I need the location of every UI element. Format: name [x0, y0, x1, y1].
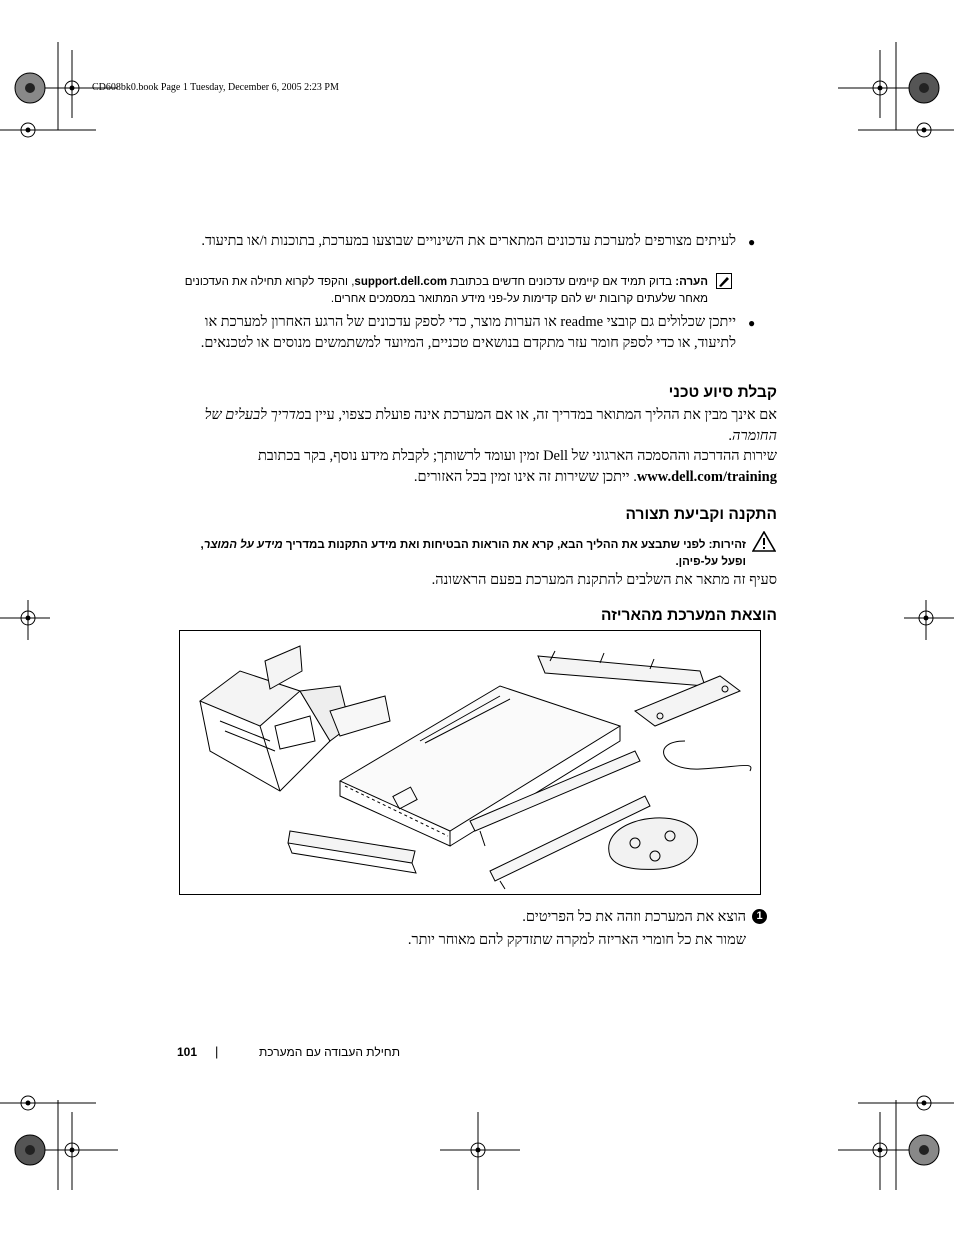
tech-paragraph-1: אם אינך מבין את ההליך המתואר במדריך זה, או אם המערכת אינה פועלת כצפוי, עיין במדריך לבעלים של החומרה.	[204, 407, 777, 444]
registration-target	[909, 73, 939, 103]
step-text: הוצא את המערכת וזהה את כל הפריטים.	[522, 909, 746, 925]
registration-target	[15, 1135, 45, 1165]
cable-drawing	[664, 741, 751, 771]
registration-target	[15, 73, 45, 103]
bullet-item	[180, 231, 736, 252]
training-link[interactable]: www.dell.com/training	[636, 469, 777, 485]
footer-separator: |	[215, 1044, 219, 1059]
note-label: הערה:	[675, 276, 708, 288]
warning-label: זהירות:	[708, 539, 746, 551]
section-heading-unpack: הוצאת המערכת מהאריזה	[601, 607, 777, 624]
unpacking-illustration	[179, 630, 761, 895]
bullet-dot: ●	[748, 316, 756, 330]
warning-block: זהירות: לפני שתבצע את ההליך הבא, קרא את הוראות הבטיחות ואת מידע התקנות במדריך מידע על המוצר, ופעל על-פיהן.	[200, 539, 746, 568]
tech-paragraph-2: שירות ההדרכה וההסמכה הארגוני של Dell זמין ועומד לרשותך; לקבלת מידע נוסף, בקר בכתובת www.dell.com/training. ייתכן ששירות זה אינו זמין בכל האזורים.	[257, 448, 777, 485]
step-subtext: שמור את כל חומרי האריזה למקרה שתזדקק להם מאוחר יותר.	[407, 932, 746, 948]
cushion-drawing	[609, 818, 698, 870]
warning-triangle-icon	[752, 531, 776, 557]
print-header: CD608bk0.book Page 1 Tuesday, December 6, 2005 2:23 PM	[92, 82, 339, 93]
note-text-after: , והקפד לקרוא תחילה את העדכונים מאחר שלעתים קרובות יש להם קדימות על-פני מידע המתואר במסמכים אחרים.	[184, 276, 708, 305]
note-icon	[716, 273, 732, 289]
bullet-dot: ●	[748, 235, 756, 249]
note-block	[180, 274, 708, 308]
footer-title: תחילת העבודה עם המערכת	[259, 1045, 400, 1059]
step-number-badge: 1	[752, 909, 767, 924]
bullet-text: ייתכן שכלולים גם קובצי readme או הערות מוצר, כדי לספק עדכונים של הרגע האחרון למערכת או לתיעוד, או כדי לספק חומר עזר מתקדם בנושאים טכניים, המיועד למשתמשים מנוסים או לטכנאים.	[200, 314, 736, 351]
manual-title: מדריך לבעלים של החומרה	[204, 407, 777, 444]
section-heading-install: התקנה וקביעת תצורה	[625, 506, 777, 523]
front-bezel-drawing	[288, 831, 416, 873]
install-paragraph: סעיף זה מתאר את השלבים להתקנת המערכת בפעם הראשונה.	[431, 572, 777, 588]
note-link[interactable]: support.dell.com	[354, 276, 448, 288]
registration-target	[909, 1135, 939, 1165]
bracket-drawing	[538, 651, 705, 686]
section-heading-tech: קבלת סיוע טכני	[668, 384, 777, 401]
note-text-before: בדוק תמיד אם קיימים עדכונים חדשים בכתובת	[447, 276, 676, 288]
bullet-text: לעיתים מצורפים למערכת עדכונים המתארים את השינויים שבוצעו במערכת, בתוכנות ו/או בתיעוד.	[201, 233, 736, 249]
bullet-item	[180, 312, 736, 354]
page-number: 101	[177, 1045, 198, 1059]
